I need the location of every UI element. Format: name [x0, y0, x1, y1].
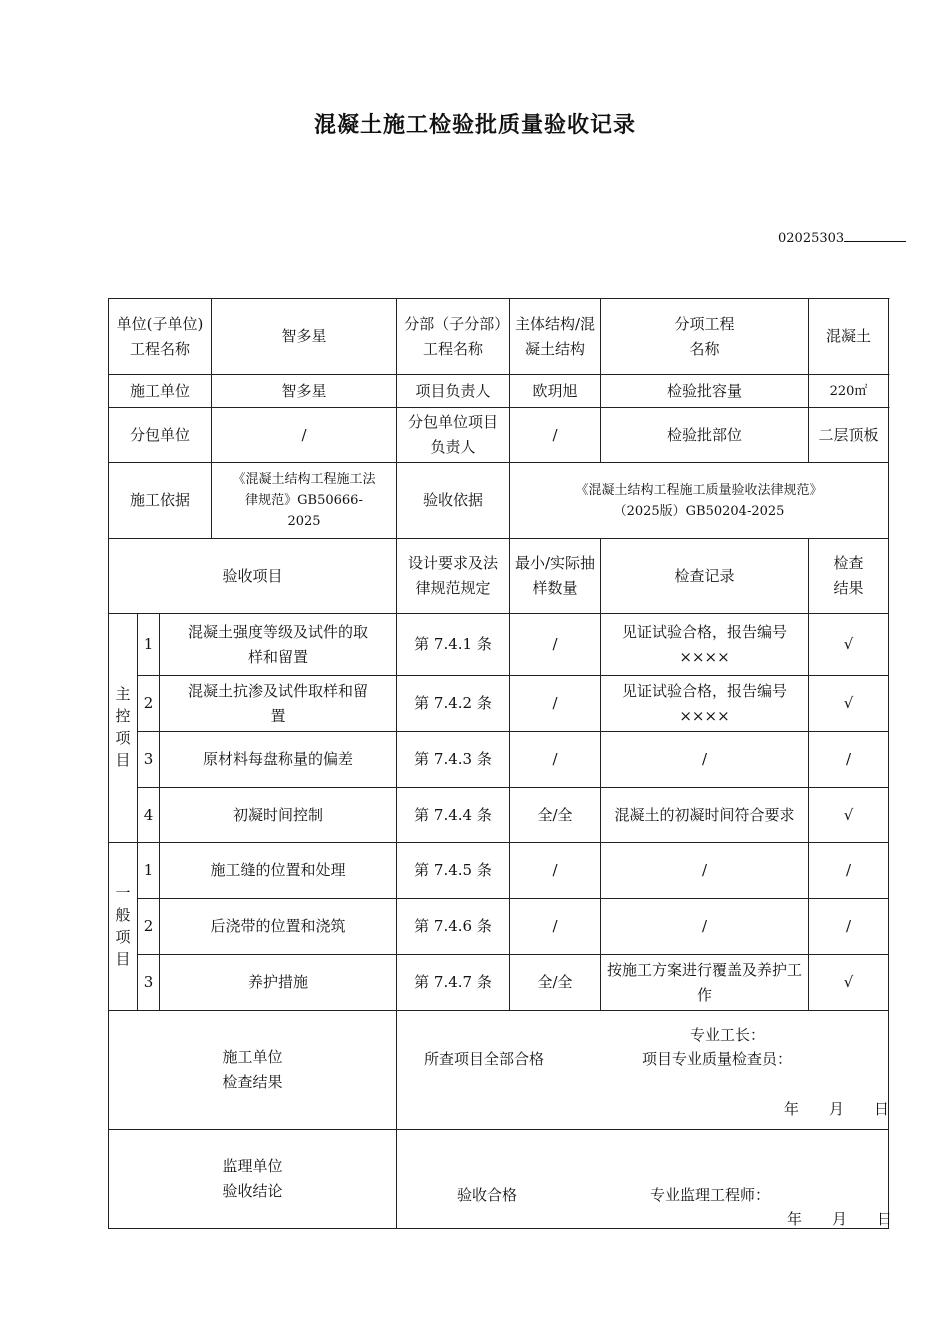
contractor-value: 智多星 — [212, 375, 397, 408]
main-4-result: √ — [809, 788, 889, 843]
general-2-result: / — [809, 899, 889, 955]
inspection-form-table — [108, 298, 893, 1229]
accept-basis-value: 《混凝土结构工程施工质量验收法律规范》 （2025版）GB50204-2025 — [510, 463, 889, 539]
sub-pm-value: / — [510, 408, 601, 463]
item-label: 分项工程 名称 — [601, 299, 809, 375]
main-3-no: 3 — [138, 732, 160, 788]
col-sampling-header: 最小/实际抽样数量 — [510, 539, 601, 614]
general-2-sampling: / — [510, 899, 601, 955]
unit-label: 单位(子单位) 工程名称 — [109, 299, 212, 375]
supervisor-date: 年 月 日 — [787, 1210, 893, 1228]
supervisor-check-row — [109, 1130, 889, 1229]
subpart-value: 主体结构/混凝土结构 — [510, 299, 601, 375]
main-1-clause: 第 7.4.1 条 — [397, 614, 510, 676]
general-3-no: 3 — [138, 955, 160, 1011]
main-3-record: / — [601, 732, 809, 788]
engineer-signature: 专业监理工程师： — [650, 1186, 771, 1204]
basis-label: 施工依据 — [109, 463, 212, 539]
main-3-sampling: / — [510, 732, 601, 788]
header-row-3 — [109, 408, 889, 463]
unit-value: 智多星 — [212, 299, 397, 375]
main-2-name: 混凝土抗渗及试件取样和留置 — [160, 676, 397, 732]
capacity-value: 220㎡ — [809, 375, 889, 408]
general-2-clause: 第 7.4.6 条 — [397, 899, 510, 955]
location-value: 二层顶板 — [809, 408, 889, 463]
main-2-clause: 第 7.4.2 条 — [397, 676, 510, 732]
supervisor-check-content — [397, 1130, 893, 1229]
item-value: 混凝土 — [809, 299, 889, 375]
main-1-result: √ — [809, 614, 889, 676]
main-row-4 — [109, 788, 889, 843]
general-1-no: 1 — [138, 843, 160, 899]
header-row-1 — [109, 299, 889, 375]
pm-label: 项目负责人 — [397, 375, 510, 408]
main-4-record: 混凝土的初凝时间符合要求 — [601, 788, 809, 843]
main-4-no: 4 — [138, 788, 160, 843]
supervisor-check-label: 监理单位 验收结论 — [109, 1130, 397, 1229]
header-row-2 — [109, 375, 889, 408]
main-1-sampling: / — [510, 614, 601, 676]
pm-value: 欧玥旭 — [510, 375, 601, 408]
accept-basis-label: 验收依据 — [397, 463, 510, 539]
location-label: 检验批部位 — [601, 408, 809, 463]
form-code — [778, 229, 906, 246]
main-1-record: 见证试验合格，报告编号×××× — [601, 614, 809, 676]
col-item-header: 验收项目 — [109, 539, 397, 614]
general-3-record: 按施工方案进行覆盖及养护工作 — [601, 955, 809, 1011]
main-row-3 — [109, 732, 889, 788]
general-2-name: 后浇带的位置和浇筑 — [160, 899, 397, 955]
general-1-result: / — [809, 843, 889, 899]
contractor-label: 施工单位 — [109, 375, 212, 408]
contractor-check-content — [397, 1011, 889, 1130]
contractor-check-label: 施工单位 检查结果 — [109, 1011, 397, 1130]
general-1-name: 施工缝的位置和处理 — [160, 843, 397, 899]
foreman-signature: 专业工长： — [690, 1026, 766, 1044]
inspector-signature: 项目专业质量检查员： — [642, 1050, 793, 1068]
main-3-result: / — [809, 732, 889, 788]
general-row-1 — [109, 843, 889, 899]
contractor-check-row — [109, 1011, 889, 1130]
form-code-number: 02025303 — [778, 231, 845, 246]
main-row-2 — [109, 676, 889, 732]
subcontractor-value: / — [212, 408, 397, 463]
general-3-sampling: 全/全 — [510, 955, 601, 1011]
general-2-record: / — [601, 899, 809, 955]
main-2-result: √ — [809, 676, 889, 732]
column-header-row — [109, 539, 889, 614]
general-2-no: 2 — [138, 899, 160, 955]
general-1-clause: 第 7.4.5 条 — [397, 843, 510, 899]
general-row-2 — [109, 899, 889, 955]
main-2-no: 2 — [138, 676, 160, 732]
form-code-underline — [844, 229, 906, 242]
subpart-label: 分部（子分部）工程名称 — [397, 299, 510, 375]
main-2-sampling: / — [510, 676, 601, 732]
sub-pm-label: 分包单位项目负责人 — [397, 408, 510, 463]
header-row-4 — [109, 463, 889, 539]
general-1-record: / — [601, 843, 809, 899]
capacity-label: 检验批容量 — [601, 375, 809, 408]
general-1-sampling: / — [510, 843, 601, 899]
main-4-name: 初凝时间控制 — [160, 788, 397, 843]
general-3-name: 养护措施 — [160, 955, 397, 1011]
main-1-name: 混凝土强度等级及试件的取样和留置 — [160, 614, 397, 676]
main-4-sampling: 全/全 — [510, 788, 601, 843]
contractor-conclusion: 所查项目全部合格 — [424, 1050, 545, 1068]
main-4-clause: 第 7.4.4 条 — [397, 788, 510, 843]
basis-value: 《混凝土结构工程施工法律规范》GB50666-2025 — [212, 463, 397, 539]
main-2-record: 见证试验合格，报告编号×××× — [601, 676, 809, 732]
main-group-label: 主控项目 — [109, 614, 138, 843]
col-requirement-header: 设计要求及法律规范规定 — [397, 539, 510, 614]
col-result-header: 检查结果 — [809, 539, 889, 614]
main-row-1 — [109, 614, 889, 676]
col-record-header: 检查记录 — [601, 539, 809, 614]
page-title: 混凝土施工检验批质量验收记录 — [313, 112, 636, 138]
main-1-no: 1 — [138, 614, 160, 676]
general-3-clause: 第 7.4.7 条 — [397, 955, 510, 1011]
subcontractor-label: 分包单位 — [109, 408, 212, 463]
supervisor-conclusion: 验收合格 — [457, 1186, 518, 1204]
general-row-3 — [109, 955, 889, 1011]
general-group-label: 一般项目 — [109, 843, 138, 1011]
main-3-clause: 第 7.4.3 条 — [397, 732, 510, 788]
contractor-date: 年 月 日 — [784, 1100, 890, 1118]
main-3-name: 原材料每盘称量的偏差 — [160, 732, 397, 788]
general-3-result: √ — [809, 955, 889, 1011]
